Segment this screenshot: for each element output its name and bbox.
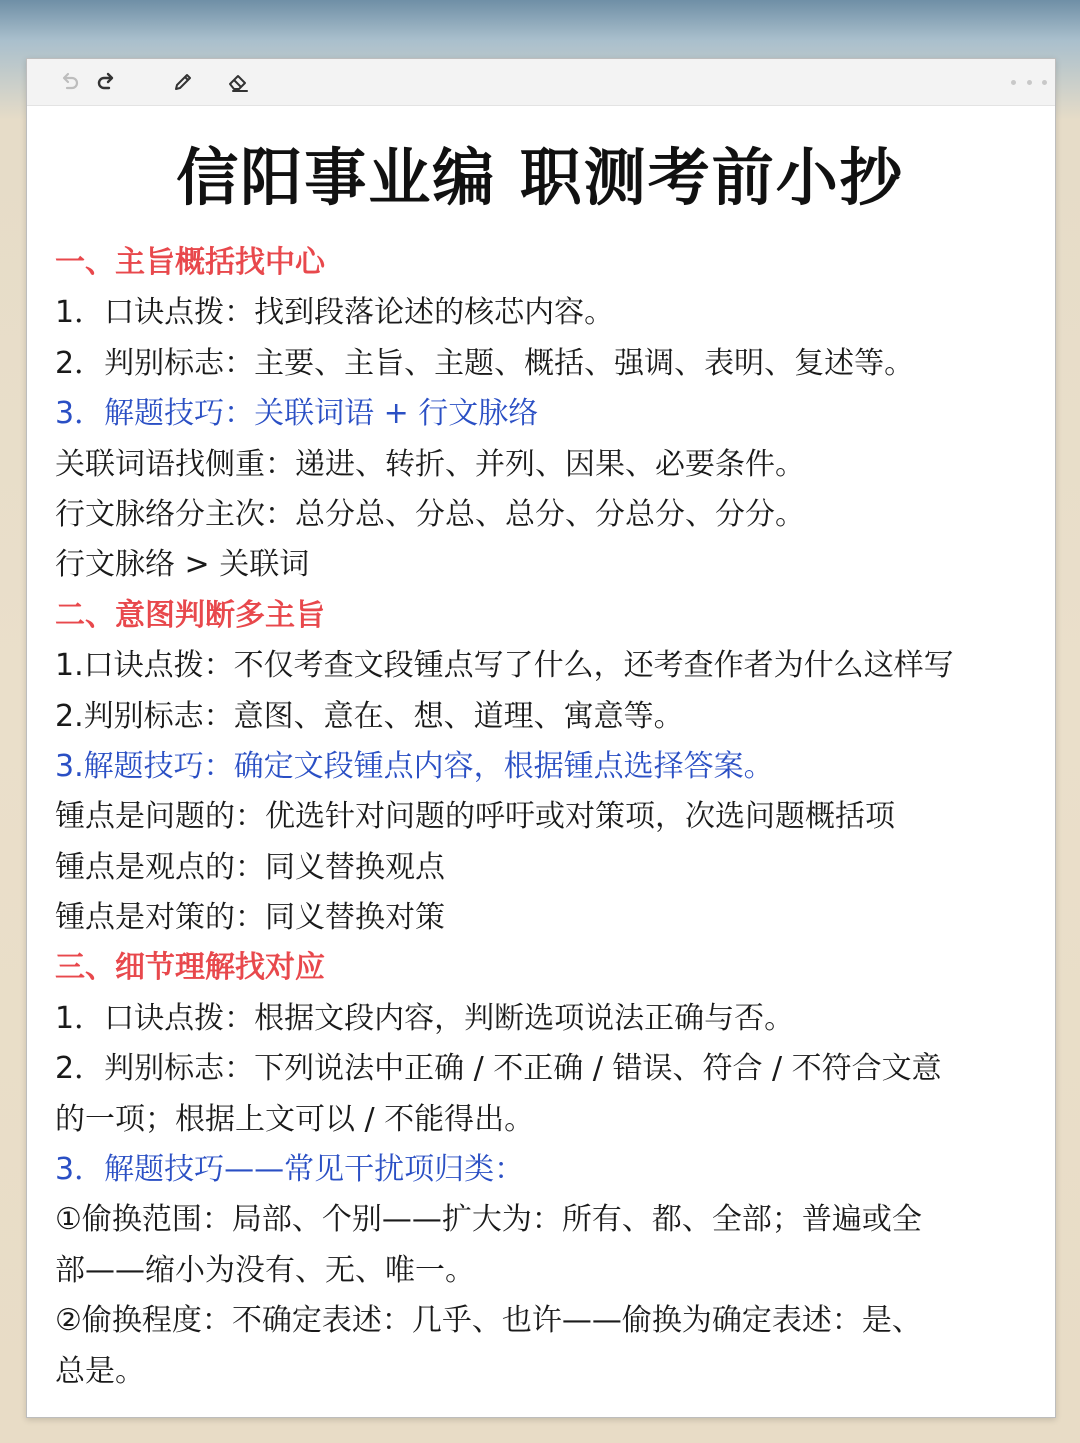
section-heading: 一、主旨概括找中心: [55, 245, 325, 280]
text-line: 的一项；根据上文可以 / 不能得出。: [55, 1101, 535, 1137]
more-dots-icon[interactable]: [1011, 73, 1047, 91]
text-line: 部——缩小为没有、无、唯一。: [55, 1252, 475, 1288]
text-line: 2.判别标志：意图、意在、想、道理、寓意等。: [55, 698, 684, 734]
text-line: 锺点是观点的：同义替换观点: [55, 849, 445, 885]
pen-icon[interactable]: [168, 67, 198, 97]
technique-line: 3.解题技巧：确定文段锺点内容，根据锺点选择答案。: [55, 748, 774, 784]
text-line: 2．判别标志：下列说法中正确 / 不正确 / 错误、符合 / 不符合文意: [55, 1051, 942, 1087]
technique-line: 3．解题技巧——常见干扰项归类：: [55, 1152, 525, 1188]
text-line: 1.口诀点拨：不仅考查文段锺点写了什么，还考查作者为什么这样写: [55, 648, 954, 684]
technique-line: 3．解题技巧：关联词语 + 行文脉络: [55, 396, 539, 432]
eraser-icon[interactable]: [223, 67, 253, 97]
text-line: ②偷换程度：不确定表述：几乎、也许——偷换为确定表述：是、: [55, 1303, 922, 1339]
text-line: 行文脉络 > 关联词: [55, 547, 310, 583]
text-line: 2．判别标志：主要、主旨、主题、概括、强调、表明、复述等。: [55, 345, 915, 381]
section-heading: 三、细节理解找对应: [55, 950, 325, 986]
text-line: 关联词语找侧重：递进、转折、并列、因果、必要条件。: [55, 446, 805, 482]
text-line: 1．口诀点拨：找到段落论述的核芯内容。: [55, 295, 615, 331]
note-body: [55, 238, 1045, 1397]
text-line: 锺点是问题的：优选针对问题的呼吁或对策项，次选问题概括项: [55, 799, 895, 835]
redo-icon[interactable]: [91, 67, 121, 97]
text-line: 行文脉络分主次：总分总、分总、总分、分总分、分分。: [55, 496, 805, 532]
text-line: ①偷换范围：局部、个别——扩大为：所有、都、全部；普遍或全: [55, 1202, 922, 1238]
section-heading: 二、意图判断多主旨: [55, 597, 325, 633]
text-line: 总是。: [55, 1353, 145, 1389]
undo-icon[interactable]: [55, 67, 85, 97]
text-line: 1．口诀点拨：根据文段内容，判断选项说法正确与否。: [55, 1000, 795, 1036]
page-title: 信阳事业编 职测考前小抄: [176, 141, 904, 214]
text-line: 锺点是对策的：同义替换对策: [55, 900, 445, 936]
editor-toolbar: [27, 59, 1055, 106]
